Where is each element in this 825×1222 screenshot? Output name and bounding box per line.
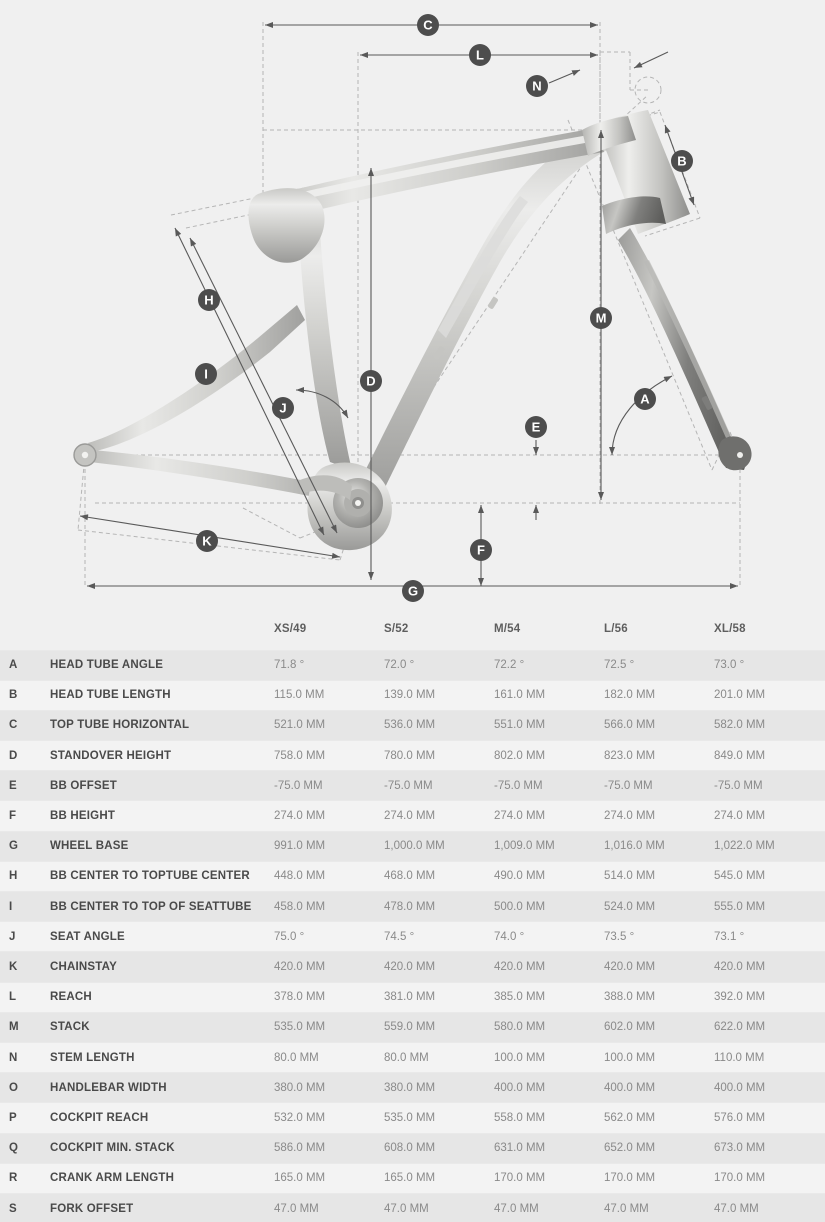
row-value: 478.0 MM — [384, 892, 494, 922]
row-letter: K — [0, 952, 42, 982]
row-value: 580.0 MM — [494, 1012, 604, 1042]
row-value: 47.0 MM — [714, 1193, 825, 1222]
row-value: 1,022.0 MM — [714, 831, 825, 861]
header-size-m: M/54 — [494, 608, 604, 650]
callout-label-a: A — [640, 391, 650, 407]
row-value: 115.0 MM — [274, 680, 384, 710]
row-value: 274.0 MM — [604, 801, 714, 831]
row-value: 165.0 MM — [274, 1163, 384, 1193]
row-label: REACH — [42, 982, 274, 1012]
dimension-lines — [80, 25, 738, 586]
table-row — [0, 680, 825, 710]
header-size-xl: XL/58 — [714, 608, 825, 650]
row-value: 545.0 MM — [714, 861, 825, 891]
row-value: 385.0 MM — [494, 982, 604, 1012]
row-letter: B — [0, 680, 42, 710]
bike-frame-artwork — [74, 110, 752, 550]
row-value: 1,009.0 MM — [494, 831, 604, 861]
row-value: 608.0 MM — [384, 1133, 494, 1163]
header-size-l: L/56 — [604, 608, 714, 650]
row-value: 75.0 ° — [274, 922, 384, 952]
callout-j — [272, 397, 294, 419]
row-value: 74.0 ° — [494, 922, 604, 952]
row-value: 381.0 MM — [384, 982, 494, 1012]
row-value: 72.2 ° — [494, 650, 604, 680]
table-row — [0, 1103, 825, 1133]
row-value: 582.0 MM — [714, 710, 825, 740]
row-letter: I — [0, 892, 42, 922]
row-letter: M — [0, 1012, 42, 1042]
row-value: 566.0 MM — [604, 710, 714, 740]
row-letter: F — [0, 801, 42, 831]
row-value: 400.0 MM — [494, 1073, 604, 1103]
table-row — [0, 771, 825, 801]
row-value: 161.0 MM — [494, 680, 604, 710]
row-value: 586.0 MM — [274, 1133, 384, 1163]
row-letter: H — [0, 861, 42, 891]
row-value: 380.0 MM — [274, 1073, 384, 1103]
row-label: HEAD TUBE LENGTH — [42, 680, 274, 710]
row-value: 110.0 MM — [714, 1042, 825, 1072]
row-value: 47.0 MM — [274, 1193, 384, 1222]
table-row — [0, 952, 825, 982]
row-value: 631.0 MM — [494, 1133, 604, 1163]
row-value: 378.0 MM — [274, 982, 384, 1012]
table-row — [0, 1073, 825, 1103]
row-value: 274.0 MM — [384, 801, 494, 831]
callout-label-f: F — [477, 542, 485, 558]
row-label: STANDOVER HEIGHT — [42, 741, 274, 771]
row-value: 139.0 MM — [384, 680, 494, 710]
row-letter: A — [0, 650, 42, 680]
row-value: -75.0 MM — [384, 771, 494, 801]
row-value: 849.0 MM — [714, 741, 825, 771]
row-value: 535.0 MM — [384, 1103, 494, 1133]
table-row — [0, 831, 825, 861]
row-value: 72.5 ° — [604, 650, 714, 680]
table-row — [0, 710, 825, 740]
row-value: 80.0 MM — [384, 1042, 494, 1072]
table-header-row — [0, 608, 825, 650]
row-label: WHEEL BASE — [42, 831, 274, 861]
table-row — [0, 892, 825, 922]
row-value: 551.0 MM — [494, 710, 604, 740]
table-row — [0, 1193, 825, 1222]
row-letter: G — [0, 831, 42, 861]
row-value: 652.0 MM — [604, 1133, 714, 1163]
callout-label-i: I — [204, 366, 208, 382]
row-value: 47.0 MM — [384, 1193, 494, 1222]
construction-lines — [78, 22, 742, 586]
row-letter: D — [0, 741, 42, 771]
callout-label-l: L — [476, 47, 484, 63]
callout-b — [671, 150, 693, 172]
row-label: STEM LENGTH — [42, 1042, 274, 1072]
row-letter: O — [0, 1073, 42, 1103]
row-letter: N — [0, 1042, 42, 1072]
row-value: 380.0 MM — [384, 1073, 494, 1103]
row-label: CHAINSTAY — [42, 952, 274, 982]
row-value: 388.0 MM — [604, 982, 714, 1012]
row-value: 73.1 ° — [714, 922, 825, 952]
row-value: 392.0 MM — [714, 982, 825, 1012]
row-value: 559.0 MM — [384, 1012, 494, 1042]
callout-label-h: H — [204, 292, 214, 308]
row-value: 524.0 MM — [604, 892, 714, 922]
callout-label-b: B — [677, 153, 687, 169]
table-head — [0, 608, 825, 650]
row-value: 420.0 MM — [384, 952, 494, 982]
callout-e — [525, 416, 547, 438]
row-letter: S — [0, 1193, 42, 1222]
row-value: 468.0 MM — [384, 861, 494, 891]
row-value: 274.0 MM — [494, 801, 604, 831]
row-value: 991.0 MM — [274, 831, 384, 861]
row-label: BB CENTER TO TOP OF SEATTUBE — [42, 892, 274, 922]
row-value: 532.0 MM — [274, 1103, 384, 1133]
header-label — [42, 608, 274, 650]
callout-m — [590, 307, 612, 329]
row-value: 500.0 MM — [494, 892, 604, 922]
row-value: -75.0 MM — [494, 771, 604, 801]
row-value: 514.0 MM — [604, 861, 714, 891]
table-row — [0, 922, 825, 952]
row-value: 420.0 MM — [494, 952, 604, 982]
row-value: 170.0 MM — [604, 1163, 714, 1193]
row-letter: Q — [0, 1133, 42, 1163]
row-value: 420.0 MM — [714, 952, 825, 982]
row-letter: J — [0, 922, 42, 952]
callout-label-d: D — [366, 373, 376, 389]
row-label: COCKPIT REACH — [42, 1103, 274, 1133]
callout-l — [469, 44, 491, 66]
table-row — [0, 1133, 825, 1163]
row-letter: L — [0, 982, 42, 1012]
row-value: 80.0 MM — [274, 1042, 384, 1072]
callout-label-g: G — [407, 583, 419, 599]
table-row — [0, 741, 825, 771]
callout-i — [195, 363, 217, 385]
row-value: 458.0 MM — [274, 892, 384, 922]
row-value: 71.8 ° — [274, 650, 384, 680]
row-value: 420.0 MM — [274, 952, 384, 982]
callout-label-e: E — [531, 419, 541, 435]
table-row — [0, 861, 825, 891]
callout-label-m: M — [595, 310, 607, 326]
row-label: BB HEIGHT — [42, 801, 274, 831]
table-row — [0, 1042, 825, 1072]
row-value: -75.0 MM — [604, 771, 714, 801]
row-letter: P — [0, 1103, 42, 1133]
row-value: 274.0 MM — [274, 801, 384, 831]
row-value: 420.0 MM — [604, 952, 714, 982]
row-value: 802.0 MM — [494, 741, 604, 771]
row-value: 558.0 MM — [494, 1103, 604, 1133]
table-body — [0, 650, 825, 1222]
row-value: 400.0 MM — [604, 1073, 714, 1103]
table-row — [0, 1012, 825, 1042]
row-label: HANDLEBAR WIDTH — [42, 1073, 274, 1103]
row-label: TOP TUBE HORIZONTAL — [42, 710, 274, 740]
row-value: 1,016.0 MM — [604, 831, 714, 861]
row-value: 576.0 MM — [714, 1103, 825, 1133]
callout-c — [417, 14, 439, 36]
row-value: 602.0 MM — [604, 1012, 714, 1042]
row-value: 555.0 MM — [714, 892, 825, 922]
row-value: 182.0 MM — [604, 680, 714, 710]
row-label: FORK OFFSET — [42, 1193, 274, 1222]
row-value: -75.0 MM — [274, 771, 384, 801]
callout-k — [196, 530, 218, 552]
row-value: 72.0 ° — [384, 650, 494, 680]
row-label: HEAD TUBE ANGLE — [42, 650, 274, 680]
row-value: 673.0 MM — [714, 1133, 825, 1163]
table-row — [0, 801, 825, 831]
row-value: 100.0 MM — [494, 1042, 604, 1072]
row-value: 47.0 MM — [494, 1193, 604, 1222]
row-value: 448.0 MM — [274, 861, 384, 891]
row-value: 165.0 MM — [384, 1163, 494, 1193]
callout-label-c: C — [423, 17, 433, 33]
callout-d — [360, 370, 382, 392]
row-value: -75.0 MM — [714, 771, 825, 801]
header-size-s: S/52 — [384, 608, 494, 650]
table-row — [0, 650, 825, 680]
row-value: 47.0 MM — [604, 1193, 714, 1222]
callout-n — [526, 75, 548, 97]
row-value: 823.0 MM — [604, 741, 714, 771]
row-value: 100.0 MM — [604, 1042, 714, 1072]
row-label: CRANK ARM LENGTH — [42, 1163, 274, 1193]
callout-label-n: N — [532, 78, 542, 94]
row-value: 536.0 MM — [384, 710, 494, 740]
callout-f — [470, 539, 492, 561]
row-letter: R — [0, 1163, 42, 1193]
row-value: 1,000.0 MM — [384, 831, 494, 861]
row-value: 74.5 ° — [384, 922, 494, 952]
row-value: 170.0 MM — [714, 1163, 825, 1193]
table-row — [0, 982, 825, 1012]
row-value: 170.0 MM — [494, 1163, 604, 1193]
row-value: 622.0 MM — [714, 1012, 825, 1042]
callout-h — [198, 289, 220, 311]
callout-a — [634, 388, 656, 410]
row-value: 274.0 MM — [714, 801, 825, 831]
callout-label-k: K — [202, 533, 212, 549]
row-value: 521.0 MM — [274, 710, 384, 740]
row-value: 562.0 MM — [604, 1103, 714, 1133]
row-value: 73.0 ° — [714, 650, 825, 680]
row-letter: E — [0, 771, 42, 801]
callout-badges — [195, 14, 693, 602]
bike-geometry-diagram — [0, 0, 825, 608]
row-letter: C — [0, 710, 42, 740]
row-label: BB OFFSET — [42, 771, 274, 801]
callout-g — [402, 580, 424, 602]
row-value: 400.0 MM — [714, 1073, 825, 1103]
row-label: BB CENTER TO TOPTUBE CENTER — [42, 861, 274, 891]
row-label: COCKPIT MIN. STACK — [42, 1133, 274, 1163]
geometry-table — [0, 608, 825, 1222]
row-value: 201.0 MM — [714, 680, 825, 710]
header-letter — [0, 608, 42, 650]
row-label: STACK — [42, 1012, 274, 1042]
row-value: 780.0 MM — [384, 741, 494, 771]
row-label: SEAT ANGLE — [42, 922, 274, 952]
row-value: 73.5 ° — [604, 922, 714, 952]
row-value: 535.0 MM — [274, 1012, 384, 1042]
row-value: 490.0 MM — [494, 861, 604, 891]
callout-label-j: J — [279, 400, 287, 416]
row-value: 758.0 MM — [274, 741, 384, 771]
table-row — [0, 1163, 825, 1193]
header-size-xs: XS/49 — [274, 608, 384, 650]
